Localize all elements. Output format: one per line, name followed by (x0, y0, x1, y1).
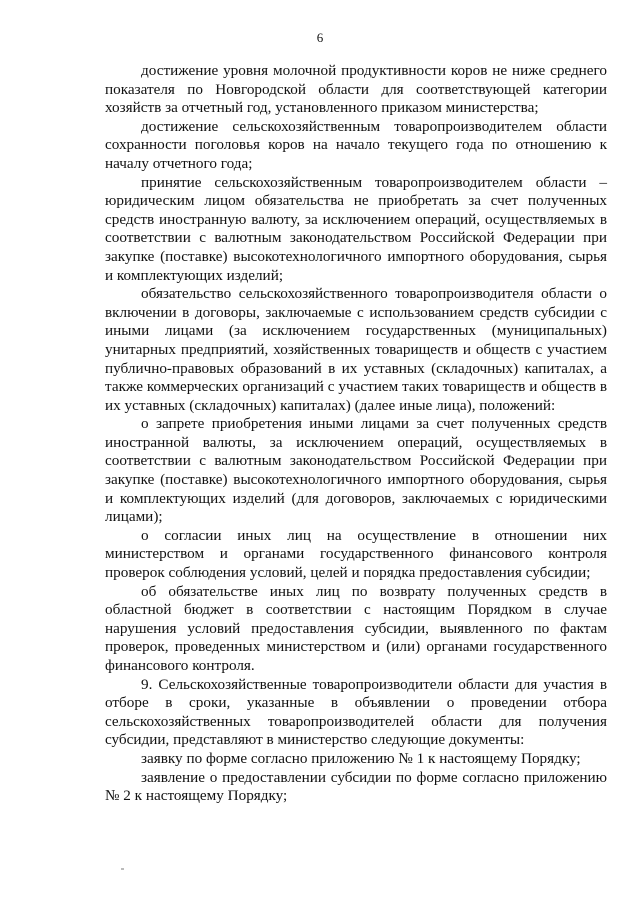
paragraph-refund-obligation: об обязательстве иных лиц по возврату полученных средств в областной бюджет в соответствии с настоящим Порядком в случае нарушения условий предоставления субсидии, выявленного по фактам проверок, проведенных министерством и (или) органами государственного финансового контроля. (105, 582, 607, 674)
paragraph-milk-productivity: достижение уровня молочной продуктивности коров не ниже среднего показателя по Новгородской области для соответствующей категории хозяйств за отчетный год, установленного приказом министерства; (105, 62, 607, 117)
paragraph-section-9: 9. Сельскохозяйственные товаропроизводители области для участия в отборе в сроки, указанные в объявлении о проведении отбора сельскохозяйственных товаропроизводителей области для получения субсидии, представляют в министерство следующие документы: (105, 675, 607, 749)
scan-speck (121, 868, 124, 870)
paragraph-contract-provisions: обязательство сельскохозяйственного товаропроизводителя области о включении в договоры, заключаемые с использованием средств субсидии с иными лицами (за исключением государственных (муниципальных) унитарных предприятий, хозяйственных товариществ и обществ с участием публично-правовых образований в их уставных (складочных) капиталах, а также коммерческих организаций с участием таких товариществ и обществ в их уставных (складочных) капиталах) (далее иные лица), положений: (105, 285, 607, 414)
paragraph-application-form: заявку по форме согласно приложению № 1 к настоящему Порядку; (141, 749, 581, 767)
document-body (105, 62, 607, 806)
paragraph-currency-obligation: принятие сельскохозяйственным товаропроизводителем области – юридическим лицом обязательства не приобретать за счет полученных средств иностранную валюту, за исключением операций, осуществляемых в соответствии с валютным законодательством Российской Федерации при закупке (поставке) высокотехнологичного импортного оборудования, сырья и комплектующих изделий; (105, 173, 607, 284)
page-number: 6 (316, 30, 324, 45)
paragraph-cow-livestock: достижение сельскохозяйственным товаропроизводителем области сохранности поголовья коров на начало текущего года по отношению к началу отчетного года; (105, 117, 607, 172)
paragraph-currency-ban: о запрете приобретения иными лицами за счет полученных средств иностранной валюты, за исключением операций, осуществляемых в соответствии с валютным законодательством Российской Федерации при закупке (поставке) высокотехнологичного импортного оборудования, сырья и комплектующих изделий (для договоров, заключаемых с юридическими лицами); (105, 415, 607, 526)
paragraph-subsidy-statement: заявление о предоставлении субсидии по форме согласно приложению № 2 к настоящему Порядку; (105, 768, 607, 805)
paragraph-inspection-consent: о согласии иных лиц на осуществление в отношении них министерством и органами государственного финансового контроля проверок соблюдения условий, целей и порядка предоставления субсидии; (105, 526, 607, 582)
